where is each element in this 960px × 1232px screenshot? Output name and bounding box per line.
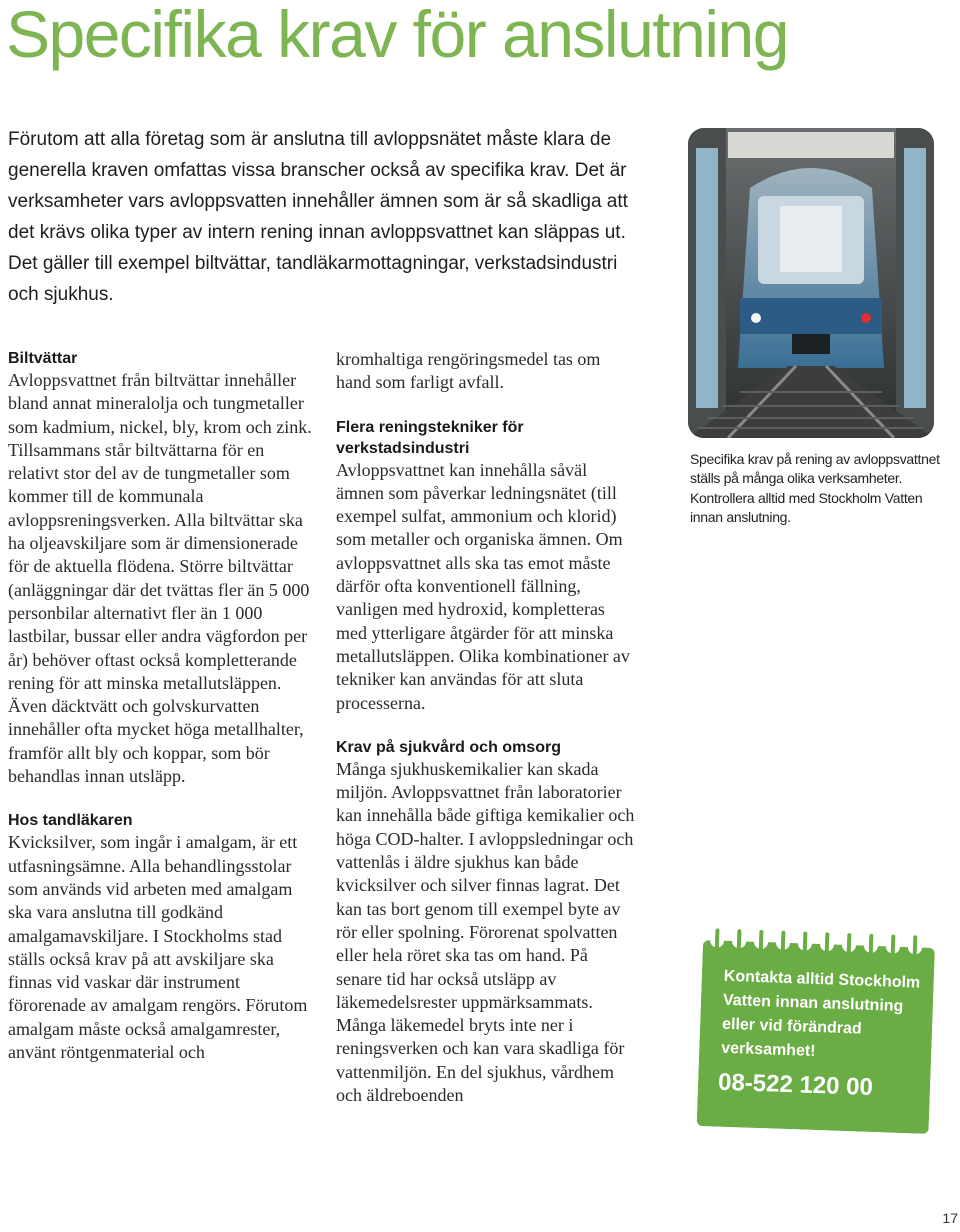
page-number: 17	[942, 1210, 958, 1226]
heading-biltvattar: Biltvättar	[8, 350, 78, 367]
heading-verkstad: Flera reningstekniker för verkstadsindustri	[336, 418, 524, 457]
train-illustration	[688, 128, 934, 438]
phone-number: 08-522 120 00	[717, 1068, 874, 1102]
body-biltvattar: Avloppsvattnet från biltvättar innehåller bland annat mineralolja och tungmetaller som kadmium, nickel, bly, krom och zink. Tillsammans står biltvättarna för en relativt stor del av de tungmetaller som kommer till de kommunala avloppsreningsverken. Alla biltvättar ska ha oljeavskiljare som är dimensionerade för de aktuella flödena. Större biltvättar (anläggningar där det tvättas fler än 5 000 personbilar alternativt fler än 1 000 lastbilar, bussar eller andra vägfordon per år) behöver oftast också kompletterande rening för att minska metallutsläppen. Även däcktvätt och golvskurvatten innehåller ofta mycket höga metallhalter, framför allt bly och koppar, som bör behandlas innan utsläpp.	[8, 370, 312, 787]
column-middle	[336, 348, 636, 1107]
note-text: Kontakta alltid Stockholm Vatten innan anslutning eller vid förändrad verksamhet!	[721, 967, 921, 1060]
body-verkstad: Avloppsvattnet kan innehålla såväl ämnen som påverkar ledningsnätet (till exempel sulfat, ammonium och klorid) som metaller och organiska ämnen. Om avloppsvattnet alls ska tas emot måste därför ofta konventionell fällning, vanligen med hydroxid, kompletteras med ytterligare åtgärder för att minska metallutsläppen. Olika kombinationer av tekniker kan användas för att sluta processerna.	[336, 459, 630, 713]
heading-sjukvard: Krav på sjukvård och omsorg	[336, 738, 561, 756]
intro-text: Förutom att alla företag som är anslutna till avloppsnätet måste klara de generella kraven omfattas vissa branscher också av specifika krav. Det är verksamheter vars avloppsvatten innehåller ämnen som är så skadliga att det krävs olika typer av intern rening innan avloppsvattnet kan släppas ut. Det gäller till exempel biltvättar, tandläkarmottagningar, verkstadsindustri och sjukhus.	[8, 129, 628, 305]
column-left	[8, 348, 313, 1064]
body-tandlakaren: Kvicksilver, som ingår i amalgam, är ett utfasningsämne. Alla behandlingsstolar som används vid arbeten med amalgam ska vara anslutna till godkänd amalgamavskiljare. I Stockholms stad ställs också krav på att avskiljare ska finnas vid vaskar där instrument förorenade av amalgam rengörs. Förutom amalgam måste också amalgamrester, använt röntgenmaterial och	[8, 832, 308, 1063]
body-sjukvard: Många sjukhuskemikalier kan skada miljön. Avloppsvattnet från laboratorier kan innehålla både giftiga kemikalier och höga COD-halter. I avloppsledningar och vattenlås i äldre sjukhus kan både kvicksilver och silver finnas lagrat. Det kan tas bort genom till exempel byte av rör eller spolning. Förorenat spolvatten eller hela röret ska tas om hand. På senare tid har också utsläpp av läkemedelsrester uppmärksammats. Många läkemedel bryts inte ner i reningsverken och kan vara skadliga för vattenmiljön. En del sjukhus, vårdhem och äldreboenden	[336, 758, 635, 1106]
heading-tandlakaren: Hos tandläkaren	[8, 812, 133, 830]
body-continuation: kromhaltiga rengöringsmedel tas om hand som farligt avfall.	[336, 349, 601, 393]
photo-caption: Specifika krav på rening av avloppsvattnet ställs på många olika verksamheter. Kontrollera alltid med Stockholm Vatten innan anslutning.	[690, 451, 940, 526]
intro-paragraph	[8, 124, 648, 310]
train-photo	[688, 128, 934, 438]
contact-note	[697, 926, 936, 1134]
page-title: Specifika krav för anslutning	[6, 0, 788, 71]
